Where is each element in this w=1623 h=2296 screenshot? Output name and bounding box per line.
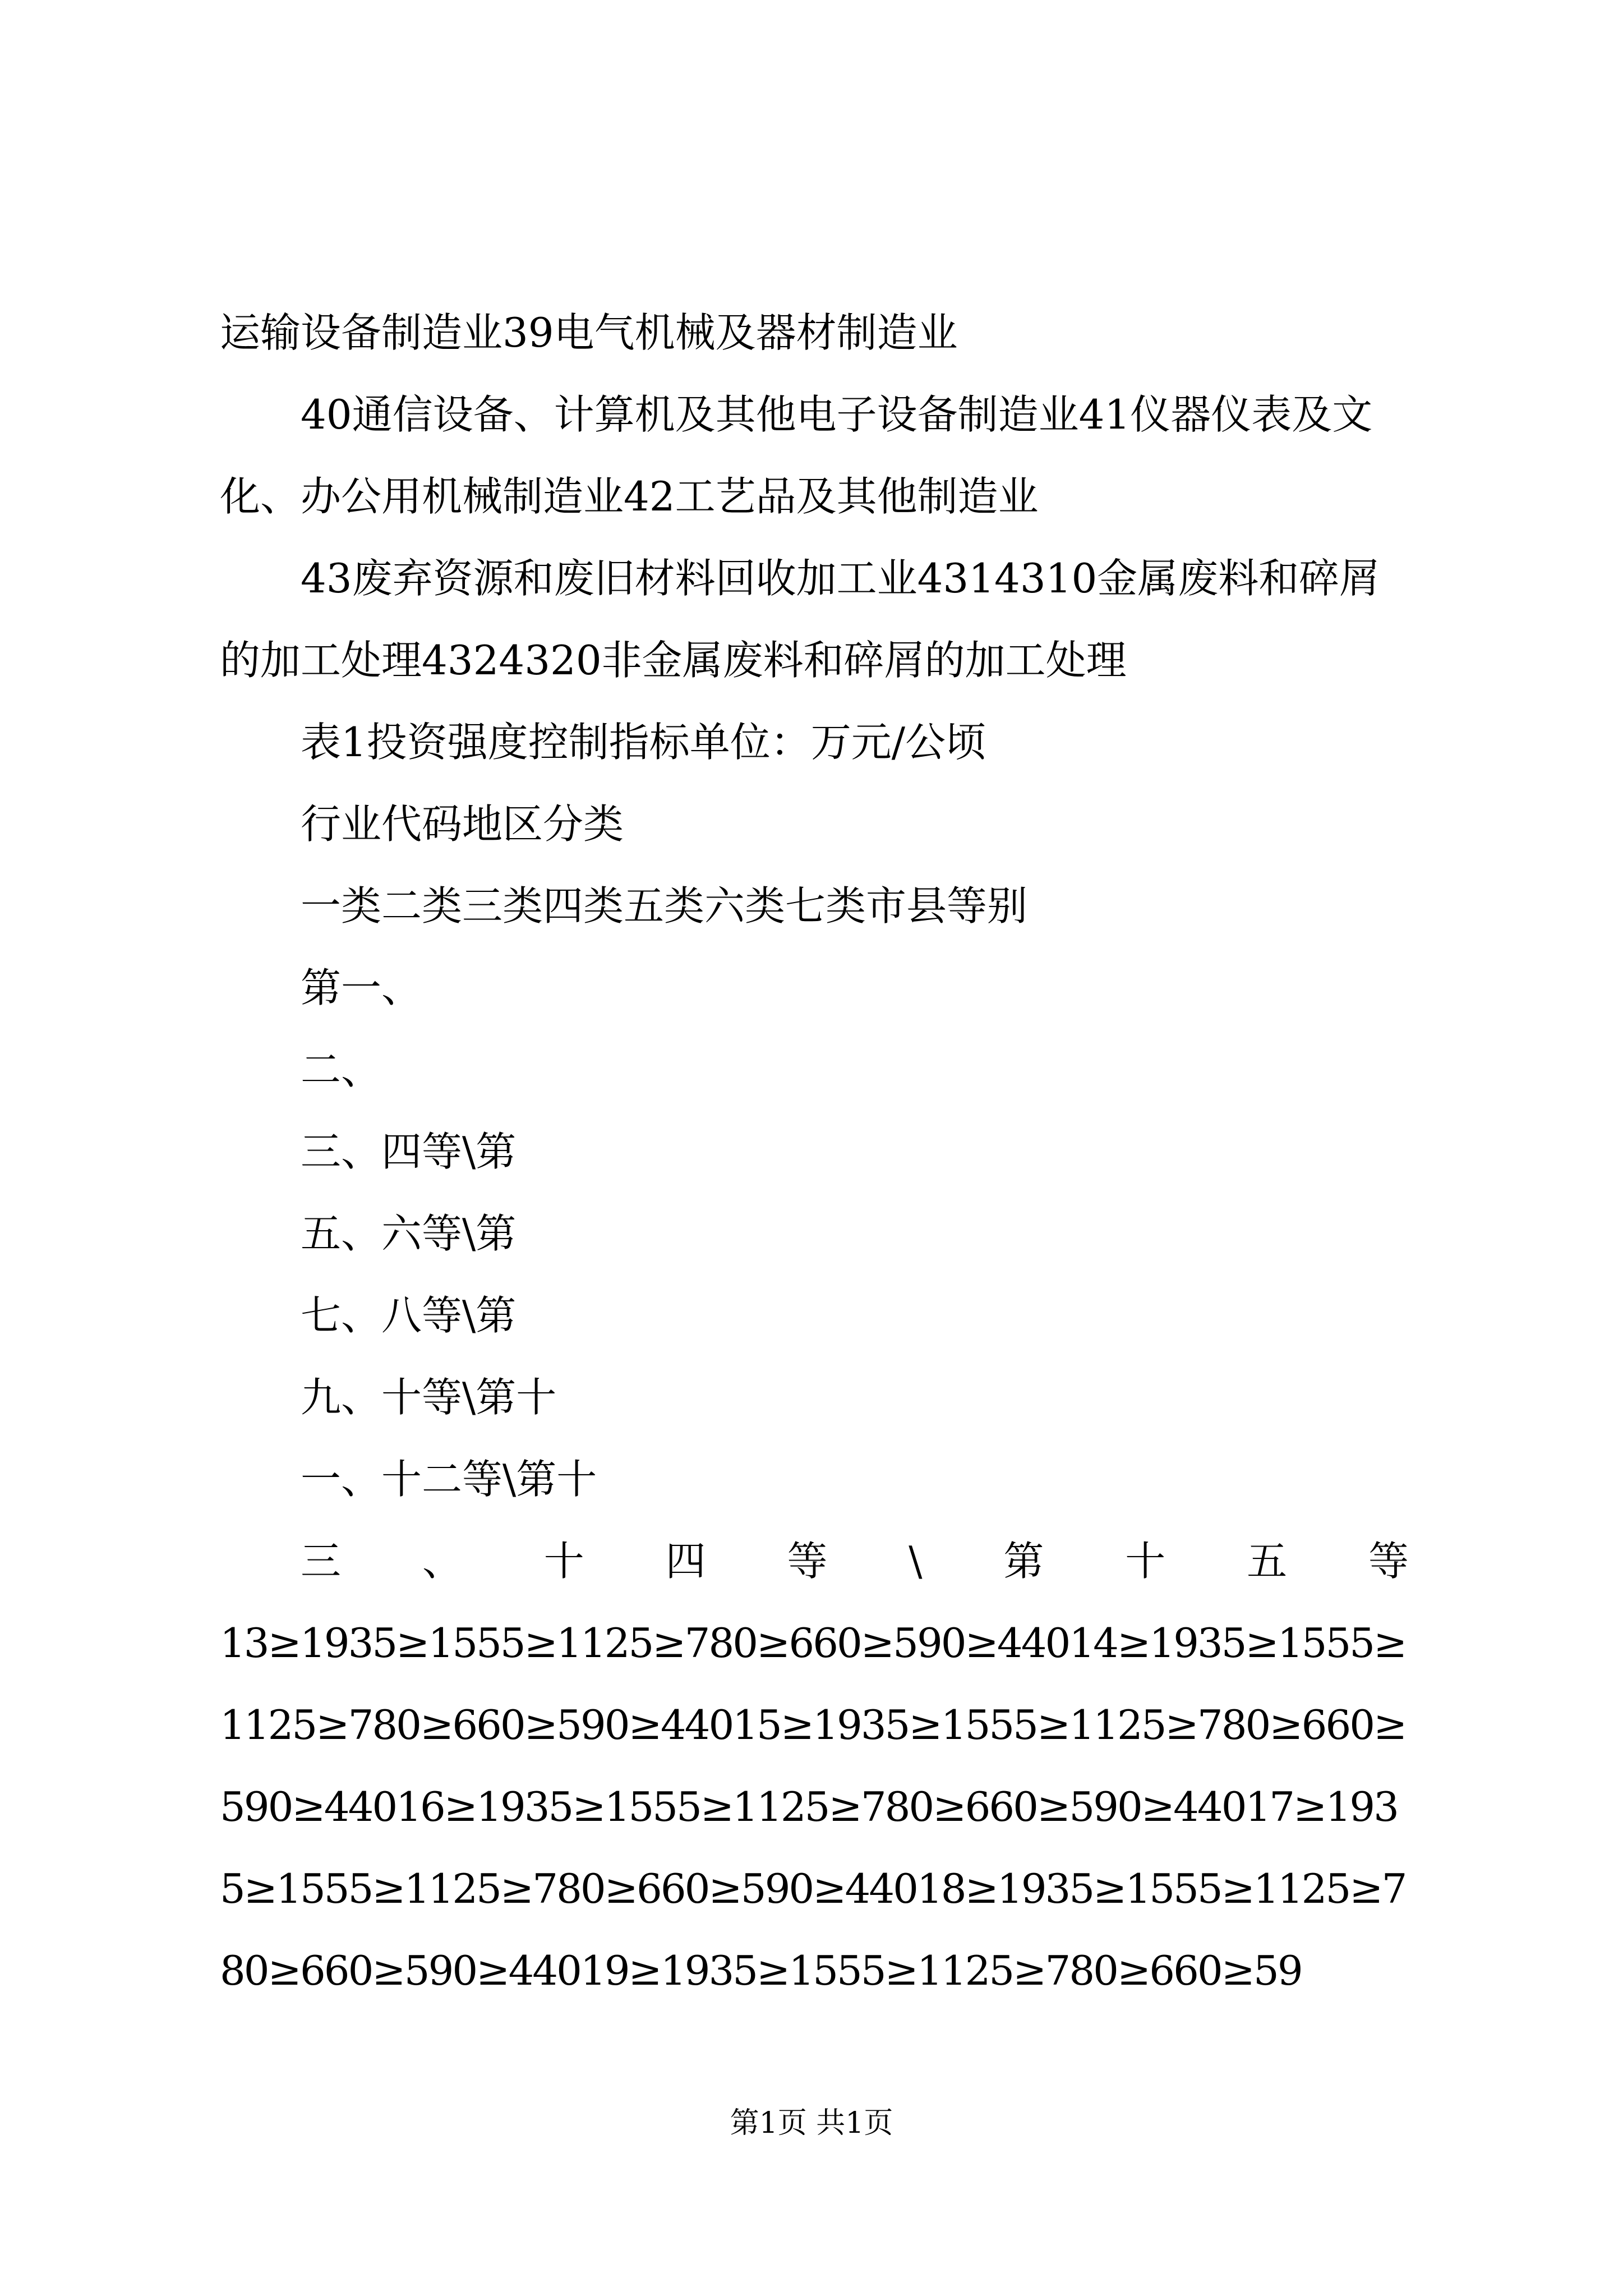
paragraph-8: 二、	[301, 1046, 382, 1093]
paragraph-7: 第一、	[301, 964, 422, 1011]
paragraph-13: 一、十二等\第十	[301, 1456, 597, 1503]
document-body	[220, 292, 1409, 2012]
paragraph-1: 运输设备制造业39电气机械及器材制造业	[220, 309, 958, 356]
paragraph-14: 三、十四等\第十五等	[301, 1538, 1409, 1585]
paragraph-15: 13≥1935≥1555≥1125≥780≥660≥590≥44014≥1935≥1555≥1125≥780≥660≥590≥44015≥1935≥1555≥1125≥780≥660≥590≥44016≥1935≥1555≥1125≥780≥660≥590≥44017≥1935≥1555≥1125≥780≥660≥590≥44018≥1935≥1555≥1125≥780≥660≥590≥44019≥1935≥1555≥1125≥780≥660≥59	[220, 1619, 1406, 1994]
paragraph-4: 表1投资强度控制指标单位：万元/公顷	[301, 719, 986, 766]
paragraph-2: 40通信设备、计算机及其他电子设备制造业41仪器仪表及文化、办公用机械制造业42工艺品及其他制造业	[220, 391, 1373, 520]
page-footer: 第1页 共1页	[730, 2106, 893, 2140]
paragraph-11: 七、八等\第	[301, 1292, 517, 1339]
paragraph-5: 行业代码地区分类	[301, 800, 624, 848]
paragraph-12: 九、十等\第十	[301, 1374, 557, 1421]
paragraph-6: 一类二类三类四类五类六类七类市县等别	[301, 882, 1028, 930]
paragraph-3: 43废弃资源和废旧材料回收加工业4314310金属废料和碎屑的加工处理4324320非金属废料和碎屑的加工处理	[220, 555, 1380, 684]
paragraph-9: 三、四等\第	[301, 1128, 517, 1175]
paragraph-10: 五、六等\第	[301, 1210, 517, 1257]
